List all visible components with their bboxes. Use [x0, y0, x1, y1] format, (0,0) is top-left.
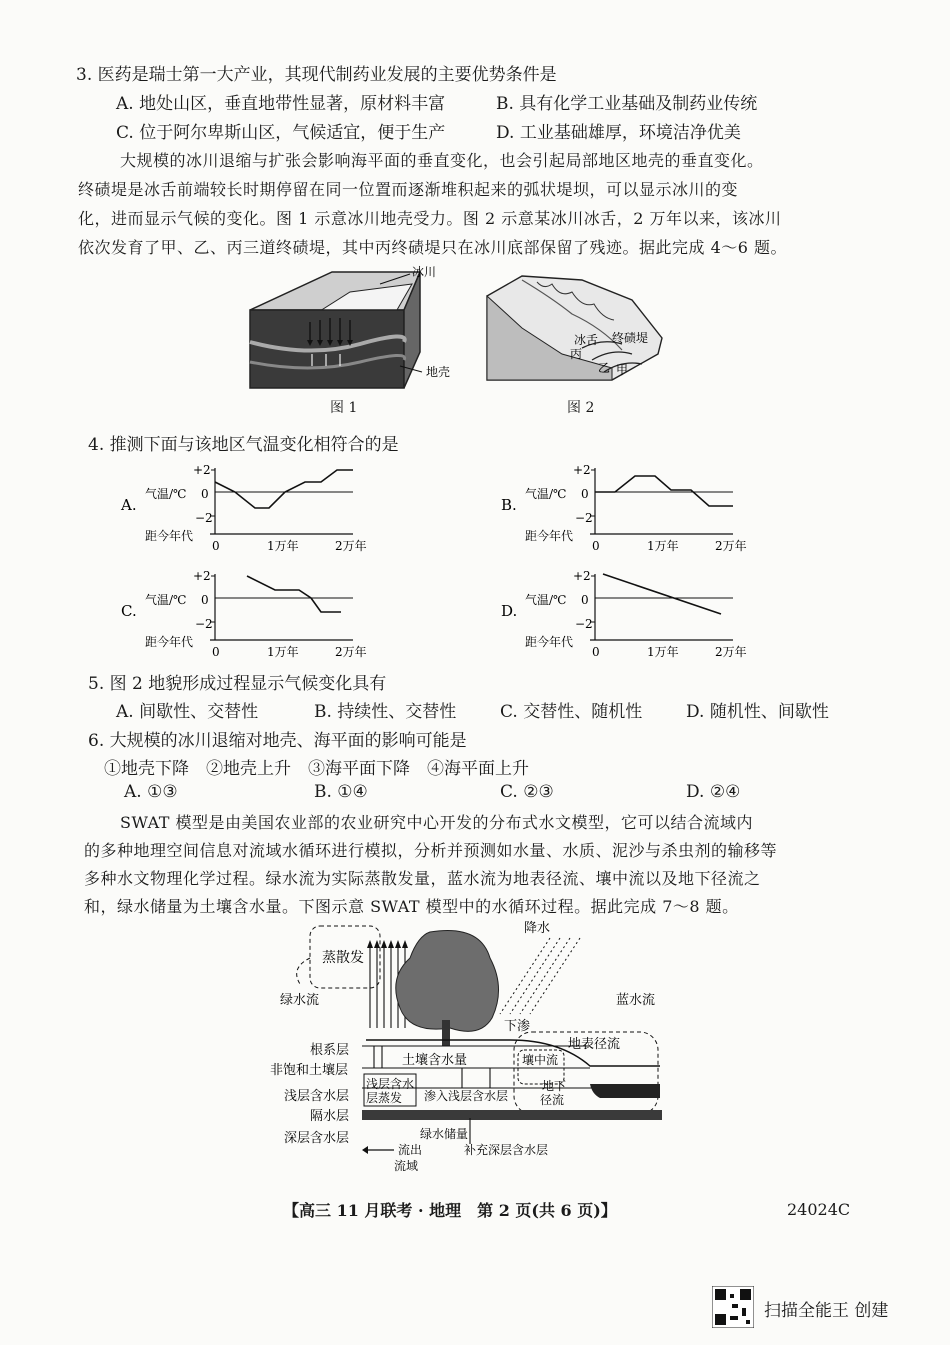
passage2-line: 的多种地理空间信息对流域水循环进行模拟，分析并预测如水量、水质、泥沙与杀虫剂的输移等 — [84, 841, 778, 860]
q3-option-b: B. 具有化学工业基础及制药业传统 — [496, 94, 758, 114]
qr-code-icon — [712, 1286, 754, 1328]
q5-option-d: D. 随机性、间歇性 — [686, 702, 829, 722]
passage1-line: 大规模的冰川退缩与扩张会影响海平面的垂直变化，也会引起局部地区地壳的垂直变化。 — [120, 151, 764, 170]
graph-c-x2: 2万年 — [335, 645, 367, 659]
graph-a-ybottom: −2 — [195, 511, 213, 525]
q5-option-a: A. 间歇性、交替性 — [116, 702, 259, 722]
graph-a-x1: 1万年 — [267, 539, 299, 553]
q3-stem: 3. 医药是瑞士第一大产业，其现代制药业发展的主要优势条件是 — [76, 65, 557, 85]
swat-shallow-evap-label-2: 层蒸发 — [366, 1091, 403, 1105]
q5-stem: 5. 图 2 地貌形成过程显示气候变化具有 — [88, 674, 387, 694]
figure-1-caption: 图 1 — [330, 400, 358, 416]
graph-b-x1: 1万年 — [647, 539, 679, 553]
q4-graph-c — [115, 568, 395, 660]
graph-a-x0: 0 — [212, 539, 220, 553]
swat-green-storage-label: 绿水储量 — [420, 1127, 469, 1141]
graph-d-xlabel: 距今年代 — [525, 635, 574, 649]
swat-evap-label: 蒸散发 — [322, 950, 364, 966]
graph-b-ylabel: 气温/℃ — [525, 487, 567, 501]
swat-shallow-aquifer-label: 浅层含水层 — [284, 1089, 350, 1104]
fig1-crust-label: 地壳 — [426, 365, 451, 379]
swat-deep-aquifer-label: 深层含水层 — [284, 1131, 350, 1146]
graph-b-letter: B. — [501, 496, 517, 514]
graph-c-letter: C. — [121, 602, 137, 620]
figure-2-caption: 图 2 — [567, 400, 595, 416]
q4-graph-d — [495, 568, 775, 660]
graph-b-temperature-curve — [595, 476, 733, 506]
q3-option-d: D. 工业基础雄厚，环境洁净优美 — [496, 123, 741, 143]
passage1-line: 依次发育了甲、乙、丙三道终碛堤，其中丙终碛堤只在冰川底部保留了残迹。据此完成 4～6 题。 — [78, 238, 788, 257]
graph-c-ybottom: −2 — [195, 617, 213, 631]
graph-a-x2: 2万年 — [335, 539, 367, 553]
graph-c-yzero: 0 — [201, 593, 209, 607]
graph-a-ytop: +2 — [193, 463, 211, 477]
graph-b-yzero: 0 — [581, 487, 589, 501]
fig2-bing-label: 丙 — [570, 347, 583, 361]
q4-stem: 4. 推测下面与该地区气温变化相符合的是 — [88, 435, 399, 455]
passage1-line: 终碛堤是冰舌前端较长时期停留在同一位置而逐渐堆积起来的弧状堤坝，可以显示冰川的变 — [78, 180, 739, 199]
q6-option-b: B. ①④ — [314, 782, 368, 802]
swat-unsat-layer-label: 非饱和土壤层 — [270, 1063, 349, 1078]
graph-a-letter: A. — [121, 496, 137, 514]
swat-aquitard-label: 隔水层 — [310, 1109, 350, 1124]
graph-c-x0: 0 — [212, 645, 220, 659]
q6-option-d: D. ②④ — [686, 782, 741, 802]
graph-c-ylabel: 气温/℃ — [145, 593, 187, 607]
swat-gw-runoff-label-1: 地下 — [542, 1079, 567, 1093]
swat-soil-water-label: 土壤含水量 — [402, 1053, 468, 1068]
graph-a-temperature-curve — [215, 470, 353, 508]
graph-a-ylabel: 气温/℃ — [145, 487, 187, 501]
graph-c-xlabel: 距今年代 — [145, 635, 194, 649]
graph-a-yzero: 0 — [201, 487, 209, 501]
swat-outflow-label-1: 流出 — [398, 1143, 423, 1157]
graph-d-ybottom: −2 — [575, 617, 593, 631]
swat-outflow-label-2: 流域 — [394, 1159, 419, 1173]
q4-graph-b — [495, 462, 775, 554]
q6-option-c: C. ②③ — [500, 782, 554, 802]
q6-stem: 6. 大规模的冰川退缩对地壳、海平面的影响可能是 — [88, 731, 467, 751]
graph-d-x0: 0 — [592, 645, 600, 659]
swat-rain-label: 降水 — [524, 921, 551, 936]
graph-d-ytop: +2 — [573, 569, 591, 583]
graph-b-x2: 2万年 — [715, 539, 747, 553]
graph-b-ybottom: −2 — [575, 511, 593, 525]
graph-b-xlabel: 距今年代 — [525, 529, 574, 543]
graph-b-ytop: +2 — [573, 463, 591, 477]
figure-1-glacier-crust — [240, 262, 470, 412]
q4-graph-a — [115, 462, 395, 554]
passage2-line: 和，绿水储量为土壤含水量。下图示意 SWAT 模型中的水循环过程。据此完成 7～8 题。 — [84, 897, 739, 916]
page-footer: 【高三 11 月联考 · 地理 第 2 页(共 6 页)】 — [283, 1201, 617, 1220]
passage1-line: 化，进而显示气候的变化。图 1 示意冰川地壳受力。图 2 示意某冰川冰舌，2 万年以来，该冰川 — [78, 209, 782, 228]
swat-infiltration-label: 下渗 — [504, 1019, 531, 1034]
graph-c-ytop: +2 — [193, 569, 211, 583]
q3-option-a: A. 地处山区，垂直地带性显著，原材料丰富 — [116, 94, 446, 114]
graph-d-x1: 1万年 — [647, 645, 679, 659]
graph-d-ylabel: 气温/℃ — [525, 593, 567, 607]
fig2-jia-label: 甲 — [616, 363, 629, 377]
swat-water-cycle-diagram — [270, 918, 670, 1178]
graph-d-x2: 2万年 — [715, 645, 747, 659]
swat-shallow-evap-label-1: 浅层含水 — [366, 1077, 415, 1091]
graph-c-temperature-curve — [247, 576, 341, 612]
q3-option-c: C. 位于阿尔卑斯山区，气候适宜，便于生产 — [116, 123, 446, 143]
fig2-tongue-label: 冰舌 — [574, 333, 599, 347]
passage2-line: 多种水文物理化学过程。绿水流为实际蒸散发量，蓝水流为地表径流、壤中流以及地下径流之 — [84, 869, 761, 888]
q5-option-c: C. 交替性、随机性 — [500, 702, 643, 722]
figure-2-glacier-tongue — [482, 268, 672, 388]
fig1-glacier-label: 冰川 — [412, 265, 437, 279]
graph-d-letter: D. — [501, 602, 518, 620]
fig2-moraine-label: 终碛堤 — [612, 331, 649, 345]
swat-gw-runoff-label-2: 径流 — [540, 1093, 565, 1107]
swat-surface-runoff-label: 地表径流 — [568, 1037, 621, 1052]
graph-a-xlabel: 距今年代 — [145, 529, 194, 543]
swat-seep-shallow-label: 渗入浅层含水层 — [424, 1089, 509, 1103]
graph-d-yzero: 0 — [581, 593, 589, 607]
passage2-line: SWAT 模型是由美国农业部的农业研究中心开发的分布式水文模型，它可以结合流域内 — [120, 813, 754, 832]
exam-code: 24024C — [787, 1200, 851, 1219]
swat-interflow-label: 壤中流 — [522, 1053, 559, 1067]
q6-items: ①地壳下降 ②地壳上升 ③海平面下降 ④海平面上升 — [104, 759, 529, 779]
swat-recharge-deep-label: 补充深层含水层 — [464, 1143, 549, 1157]
graph-b-x0: 0 — [592, 539, 600, 553]
fig2-yi-label: 乙 — [598, 361, 611, 375]
swat-blue-flow-label: 蓝水流 — [616, 993, 656, 1008]
q5-option-b: B. 持续性、交替性 — [314, 702, 457, 722]
swat-root-layer-label: 根系层 — [310, 1043, 350, 1058]
q6-option-a: A. ①③ — [124, 782, 178, 802]
graph-c-x1: 1万年 — [267, 645, 299, 659]
swat-green-flow-label: 绿水流 — [280, 993, 320, 1008]
graph-d-temperature-curve — [603, 574, 721, 614]
watermark-text: 扫描全能王 创建 — [764, 1301, 889, 1321]
